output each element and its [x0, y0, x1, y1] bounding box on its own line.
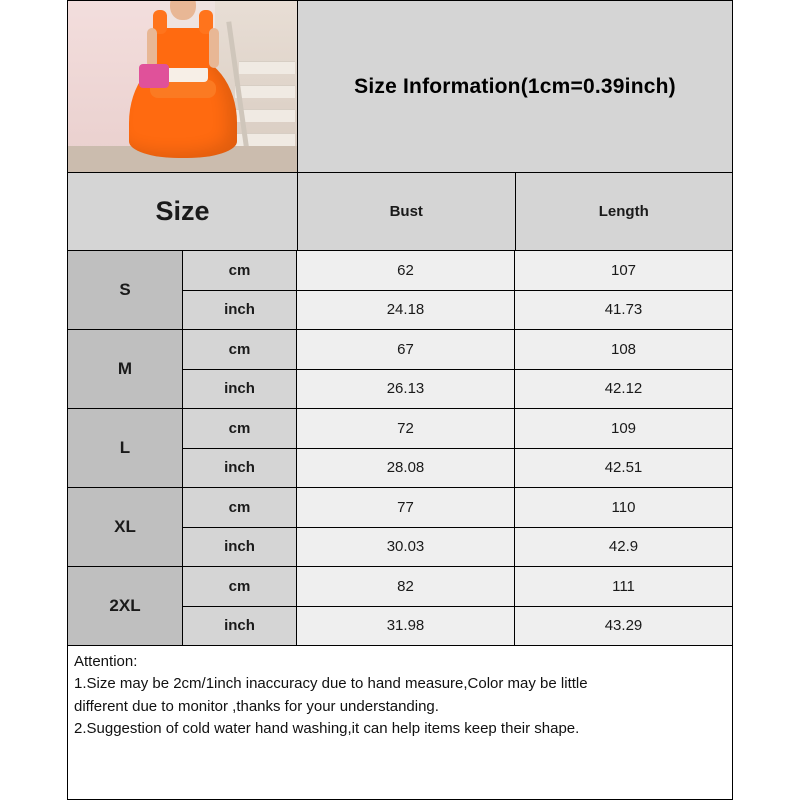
unit-label: inch — [183, 607, 297, 646]
length-value: 108 — [515, 330, 732, 369]
table-row — [68, 409, 732, 488]
column-header-bust: Bust — [298, 173, 516, 250]
unit-label: cm — [183, 251, 297, 290]
photo-model-head — [170, 1, 196, 20]
column-header-row — [68, 173, 732, 251]
table-row — [68, 567, 732, 646]
measure-row-cm — [183, 251, 732, 291]
bust-value: 28.08 — [297, 449, 515, 488]
bust-value: 30.03 — [297, 528, 515, 567]
photo-stair — [227, 133, 295, 146]
measure-row-cm — [183, 567, 732, 607]
bust-value: 67 — [297, 330, 515, 369]
length-value: 42.51 — [515, 449, 732, 488]
unit-label: inch — [183, 370, 297, 409]
attention-line-2: different due to monitor ,thanks for your understanding. — [74, 697, 439, 715]
column-header-length: Length — [598, 203, 649, 220]
chart-title: Size Information(1cm=0.39inch) — [354, 74, 676, 98]
unit-label: inch — [183, 449, 297, 488]
photo-stair — [239, 61, 295, 74]
measure-row-cm — [183, 488, 732, 528]
measure-row-inch — [183, 291, 732, 330]
length-value: 42.12 — [515, 370, 732, 409]
chart-title-cell — [298, 1, 732, 172]
table-row — [68, 488, 732, 567]
bust-value: 62 — [297, 251, 515, 290]
unit-label: cm — [183, 567, 297, 606]
length-value: 41.73 — [515, 291, 732, 330]
product-image-cell — [68, 1, 298, 172]
measure-row-inch — [183, 370, 732, 409]
length-value: 111 — [515, 567, 732, 606]
photo-stair — [235, 85, 295, 98]
size-measure-rows — [183, 567, 732, 645]
size-chart — [67, 0, 733, 800]
length-value: 110 — [515, 488, 732, 527]
bust-value: 31.98 — [297, 607, 515, 646]
measure-row-cm — [183, 409, 732, 449]
photo-arm-right — [209, 28, 219, 68]
length-value: 42.9 — [515, 528, 732, 567]
bust-value: 77 — [297, 488, 515, 527]
measure-row-inch — [183, 607, 732, 646]
unit-label: inch — [183, 528, 297, 567]
length-value: 109 — [515, 409, 732, 448]
size-label: 2XL — [68, 567, 183, 645]
chart-header-row — [68, 1, 732, 173]
measure-row-inch — [183, 449, 732, 488]
attention-line-1: 1.Size may be 2cm/1inch inaccuracy due to hand measure,Color may be little — [74, 675, 588, 693]
photo-handbag — [139, 64, 169, 88]
length-value: 107 — [515, 251, 732, 290]
length-value: 43.29 — [515, 607, 732, 646]
size-measure-rows — [183, 330, 732, 408]
measure-row-cm — [183, 330, 732, 370]
size-label: XL — [68, 488, 183, 566]
size-label: S — [68, 251, 183, 329]
photo-crop-top — [153, 28, 213, 68]
size-measure-rows — [183, 488, 732, 566]
bust-value: 82 — [297, 567, 515, 606]
unit-label: cm — [183, 409, 297, 448]
table-row — [68, 251, 732, 330]
attention-section — [68, 646, 732, 799]
unit-label: cm — [183, 330, 297, 369]
column-header-size: Size — [68, 173, 298, 250]
product-photo — [68, 1, 297, 172]
table-row — [68, 330, 732, 409]
bust-value: 24.18 — [297, 291, 515, 330]
attention-heading: Attention: — [74, 653, 138, 670]
size-measure-rows — [183, 251, 732, 329]
bust-value: 72 — [297, 409, 515, 448]
size-label: L — [68, 409, 183, 487]
unit-label: cm — [183, 488, 297, 527]
attention-line-3: 2.Suggestion of cold water hand washing,it can help items keep their shape. — [74, 719, 580, 737]
size-measure-rows — [183, 409, 732, 487]
measure-row-inch — [183, 528, 732, 567]
size-label: M — [68, 330, 183, 408]
photo-arm-left — [147, 28, 157, 68]
unit-label: inch — [183, 291, 297, 330]
bust-value: 26.13 — [297, 370, 515, 409]
